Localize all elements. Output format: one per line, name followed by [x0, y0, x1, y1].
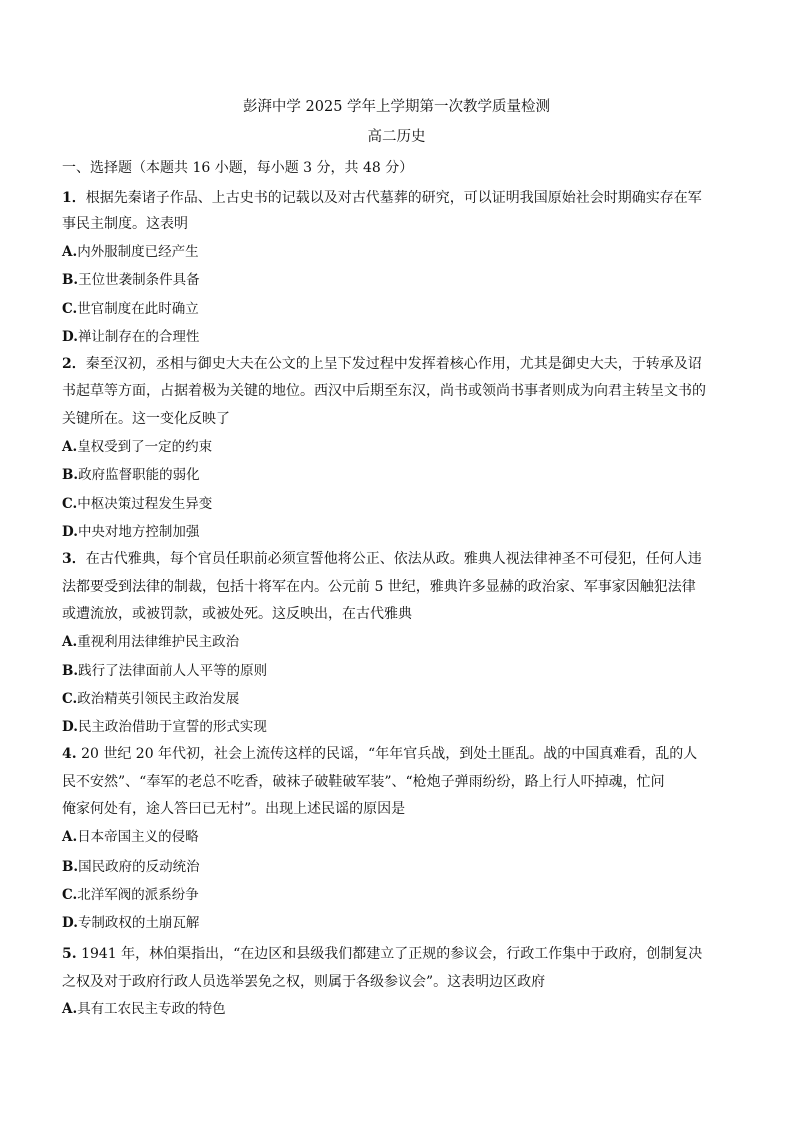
- question-2-option-b: B.政府监督职能的弱化: [62, 467, 200, 483]
- question-number: 4.: [62, 746, 77, 762]
- question-2-option-d: D.中央对地方控制加强: [62, 524, 200, 540]
- question-1-option-c: C.世官制度在此时确立: [62, 301, 199, 317]
- exam-title: 彭湃中学 2025 学年上学期第一次教学质量检测: [242, 99, 551, 115]
- question-number: 1．: [62, 190, 86, 206]
- question-4-line-1: 4. 20 世纪 20 年代初，社会上流传这样的民谣，“年年官兵战，到处土匪乱。战的中国真难看，乱的人: [62, 746, 698, 762]
- question-3-line-3: 或遭流放，或被罚款，或被处死。这反映出，在古代雅典: [62, 606, 412, 622]
- question-3-option-d: D.民主政治借助于宣誓的形式实现: [62, 719, 267, 735]
- question-number: 2．: [62, 356, 86, 372]
- question-1-option-a: A.内外服制度已经产生: [62, 244, 199, 260]
- question-1-option-d: D.禅让制存在的合理性: [62, 329, 200, 345]
- exam-subject: 高二历史: [367, 129, 426, 145]
- question-2-option-a: A.皇权受到了一定的约束: [62, 439, 213, 455]
- question-number: 3．: [62, 551, 86, 567]
- section-heading: 一、选择题（本题共 16 小题，每小题 3 分，共 48 分）: [62, 160, 414, 176]
- question-1-line-2: 事民主制度。这表明: [62, 216, 188, 232]
- question-5-line-1: 5. 1941 年，林伯渠指出，“在边区和县级我们都建立了正规的参议会，行政工作集中于政府，创制复决: [62, 946, 703, 962]
- question-3-line-1: 3．在古代雅典，每个官员任职前必须宣誓他将公正、依法从政。雅典人视法律神圣不可侵犯，任何人违: [62, 551, 702, 567]
- question-number: 5.: [62, 946, 77, 962]
- question-2-option-c: C.中枢决策过程发生异变: [62, 496, 213, 512]
- question-1-option-b: B.王位世袭制条件具备: [62, 272, 200, 288]
- question-3-option-a: A.重视利用法律维护民主政治: [62, 634, 240, 650]
- question-1-line-1: 1．根据先秦诸子作品、上古史书的记载以及对古代墓葬的研究，可以证明我国原始社会时期确实存在军: [62, 190, 702, 206]
- question-2-line-3: 关键所在。这一变化反映了: [62, 411, 230, 427]
- question-4-line-3: 俺家何处有，途人答曰已无村”。出现上述民谣的原因是: [62, 801, 406, 817]
- question-4-line-2: 民不安然”、“奉军的老总不吃香，破袜子破鞋破军装”、“枪炮子弹雨纷纷，路上行人吓掉魂，忙问: [62, 774, 665, 790]
- question-5-line-2: 之权及对于政府行政人员选举罢免之权，则属于各级参议会”。这表明边区政府: [62, 974, 546, 990]
- question-4-option-c: C.北洋军阀的派系纷争: [62, 887, 199, 903]
- question-5-option-a: A.具有工农民主专政的特色: [62, 1001, 226, 1017]
- question-4-option-b: B.国民政府的反动统治: [62, 859, 200, 875]
- question-3-line-2: 法都要受到法律的制裁，包括十将军在内。公元前 5 世纪，雅典许多显赫的政治家、军事家因触犯法律: [62, 579, 696, 595]
- question-4-option-a: A.日本帝国主义的侵略: [62, 829, 199, 845]
- question-3-option-b: B.践行了法律面前人人平等的原则: [62, 663, 268, 679]
- question-2-line-2: 书起草等方面，占据着极为关键的地位。西汉中后期至东汉，尚书或领尚书事者则成为向君主转呈文书的: [62, 383, 706, 399]
- question-4-option-d: D.专制政权的土崩瓦解: [62, 915, 200, 931]
- question-2-line-1: 2．秦至汉初，丞相与御史大夫在公文的上呈下发过程中发挥着核心作用，尤其是御史大夫，于转承及诏: [62, 356, 702, 372]
- question-3-option-c: C.政治精英引领民主政治发展: [62, 691, 240, 707]
